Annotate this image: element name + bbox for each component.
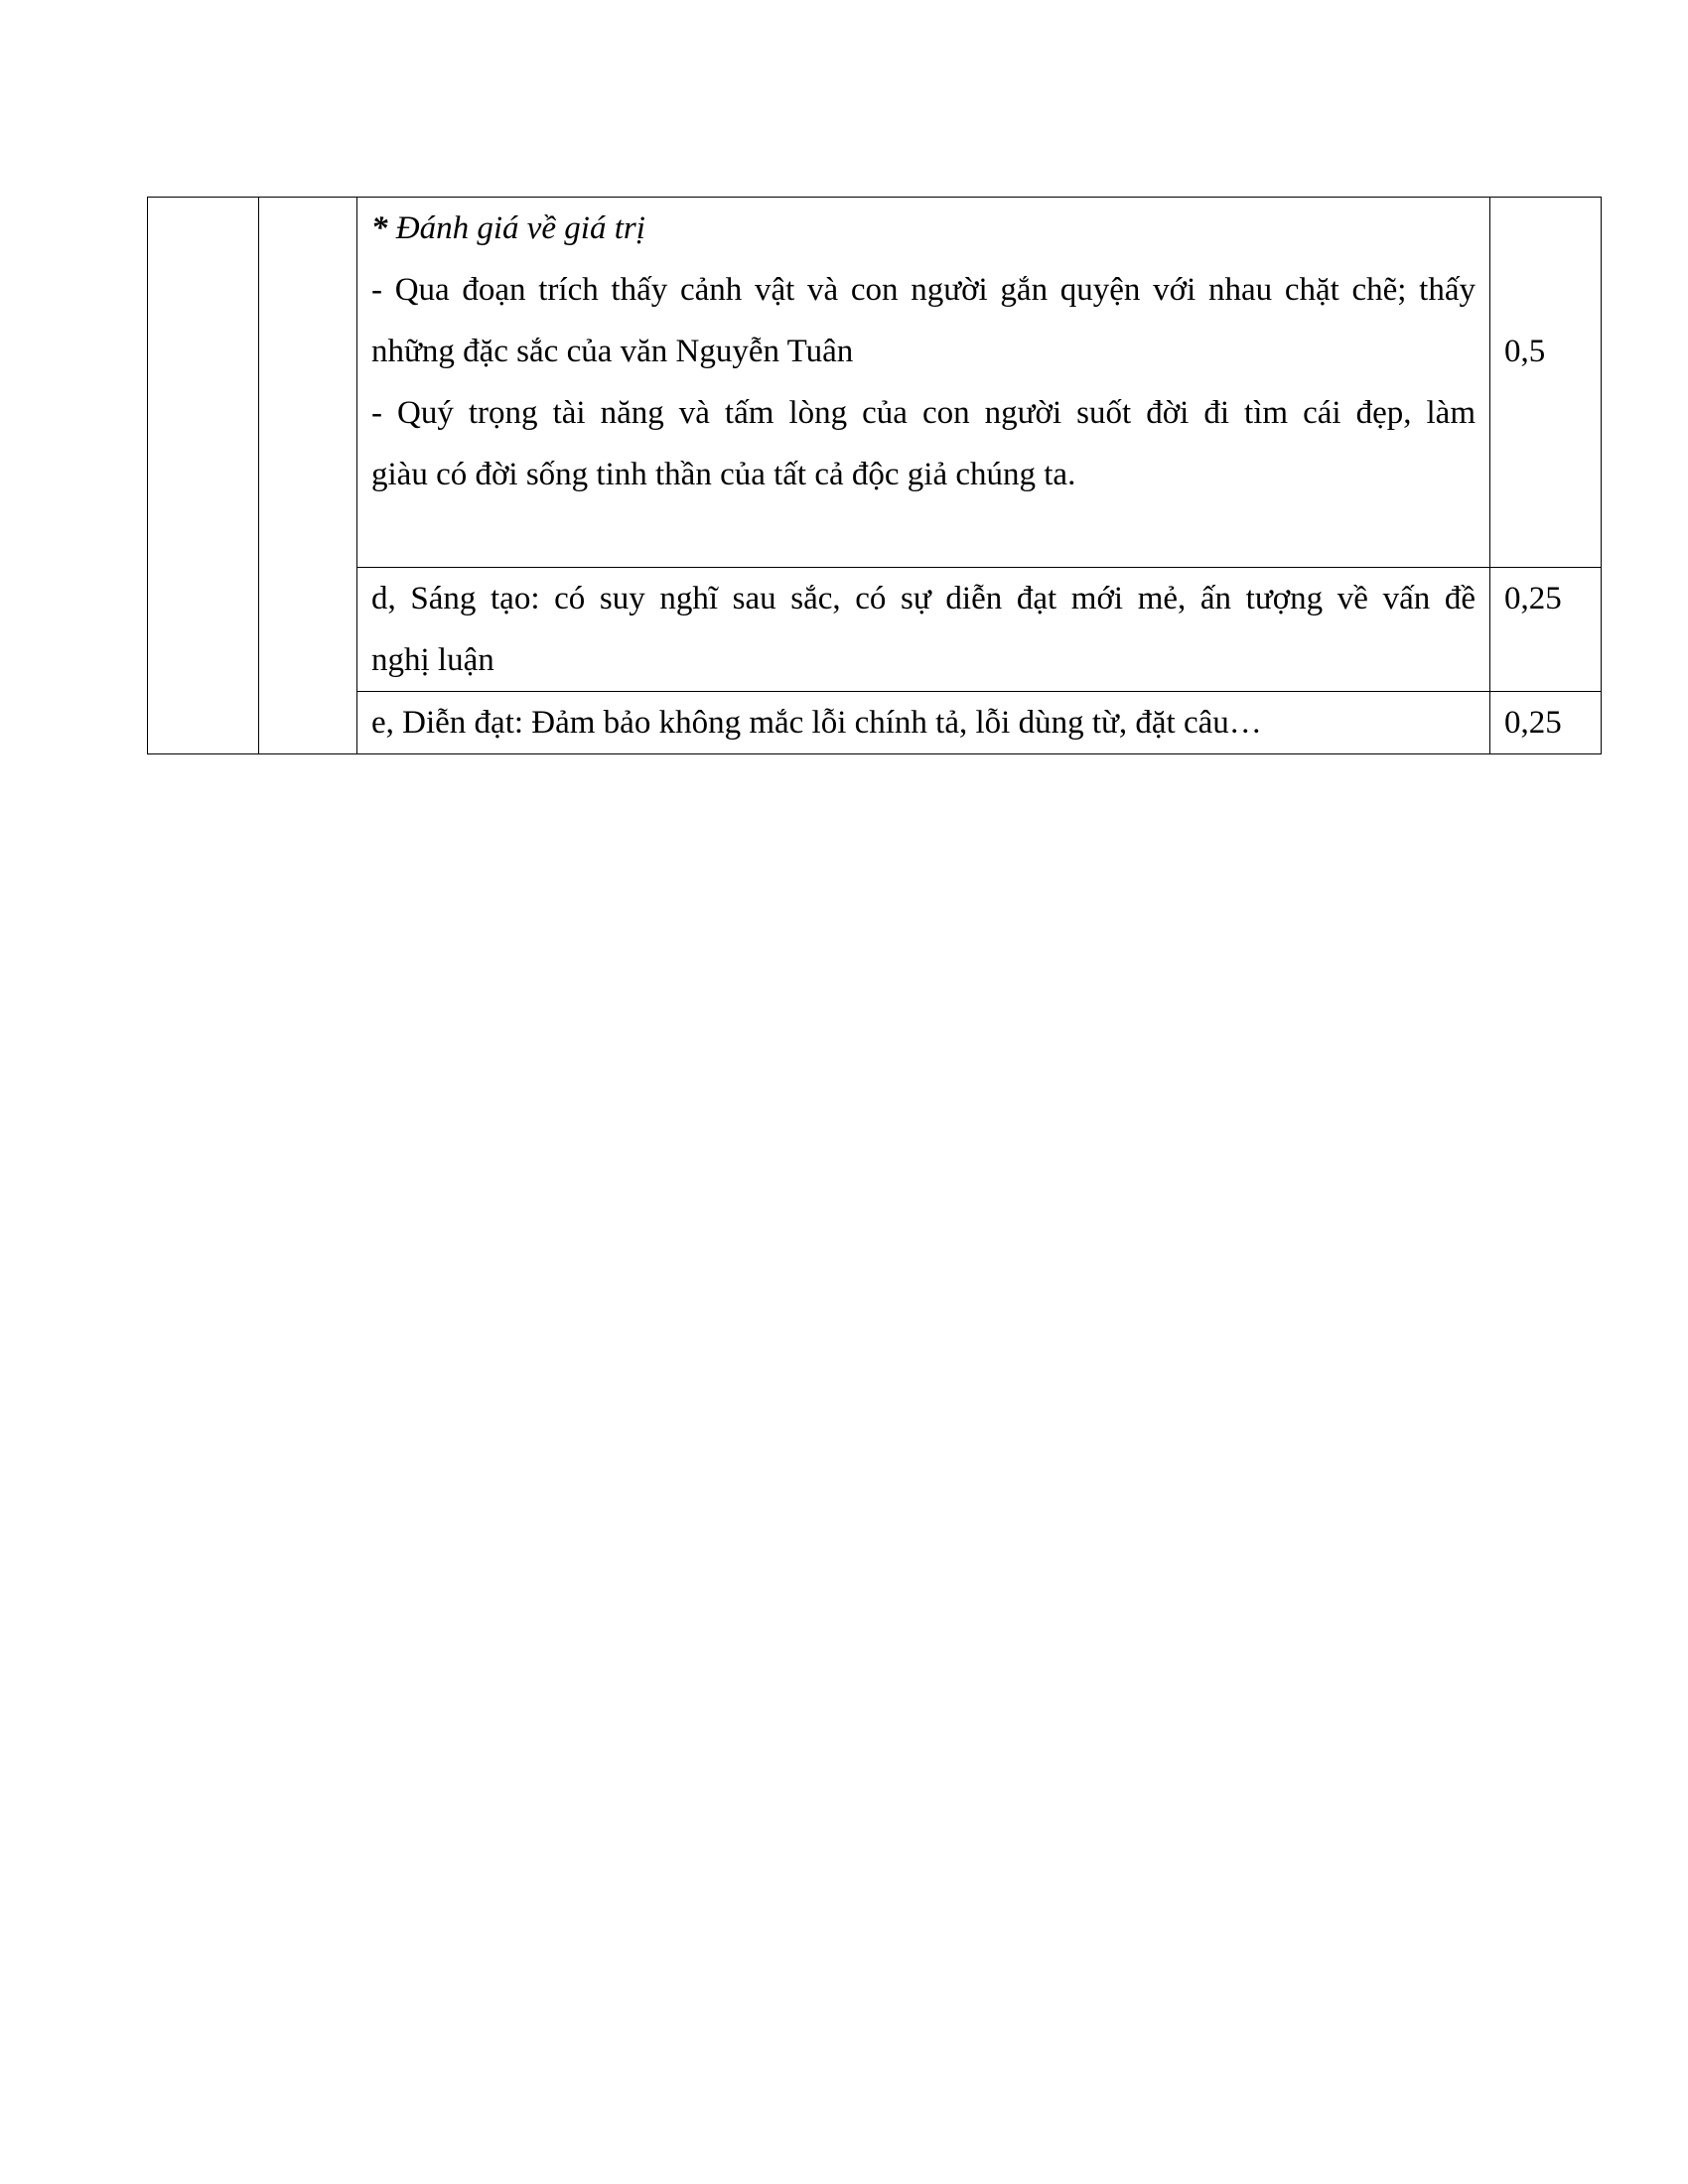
criteria-line: - Quý trọng tài năng và tấm lòng của con người suốt đời đi tìm cái đẹp, làm — [371, 395, 1476, 431]
criteria-line: những đặc sắc của văn Nguyễn Tuân — [371, 334, 854, 369]
score-value: 0,25 — [1504, 705, 1562, 741]
table-row — [148, 692, 1602, 754]
score-cell — [1490, 198, 1602, 568]
criteria-cell — [357, 568, 1490, 692]
criteria-line: nghị luận — [371, 642, 494, 678]
score-cell — [1490, 568, 1602, 692]
criteria-line: d, Sáng tạo: có suy nghĩ sau sắc, có sự diễn đạt mới mẻ, ấn tượng về vấn đề — [371, 581, 1476, 616]
criteria-line: giàu có đời sống tinh thần của tất cả độc giả chúng ta. — [371, 457, 1076, 492]
section-cell — [259, 198, 357, 754]
question-number-cell — [148, 198, 259, 754]
criteria-line: - Qua đoạn trích thấy cảnh vật và con người gắn quyện với nhau chặt chẽ; thấy — [371, 272, 1476, 308]
heading-star: * — [371, 210, 388, 246]
criteria-heading — [371, 198, 1476, 259]
grading-rubric-table — [147, 197, 1602, 754]
table-row — [148, 568, 1602, 692]
score-cell — [1490, 692, 1602, 754]
criteria-cell — [357, 198, 1490, 568]
heading-text: Đánh giá về giá trị — [395, 210, 645, 246]
table-row — [148, 198, 1602, 568]
score-value: 0,25 — [1504, 581, 1562, 616]
score-value: 0,5 — [1504, 334, 1546, 369]
criteria-line: e, Diễn đạt: Đảm bảo không mắc lỗi chính tả, lỗi dùng từ, đặt câu… — [371, 705, 1262, 741]
criteria-cell — [357, 692, 1490, 754]
